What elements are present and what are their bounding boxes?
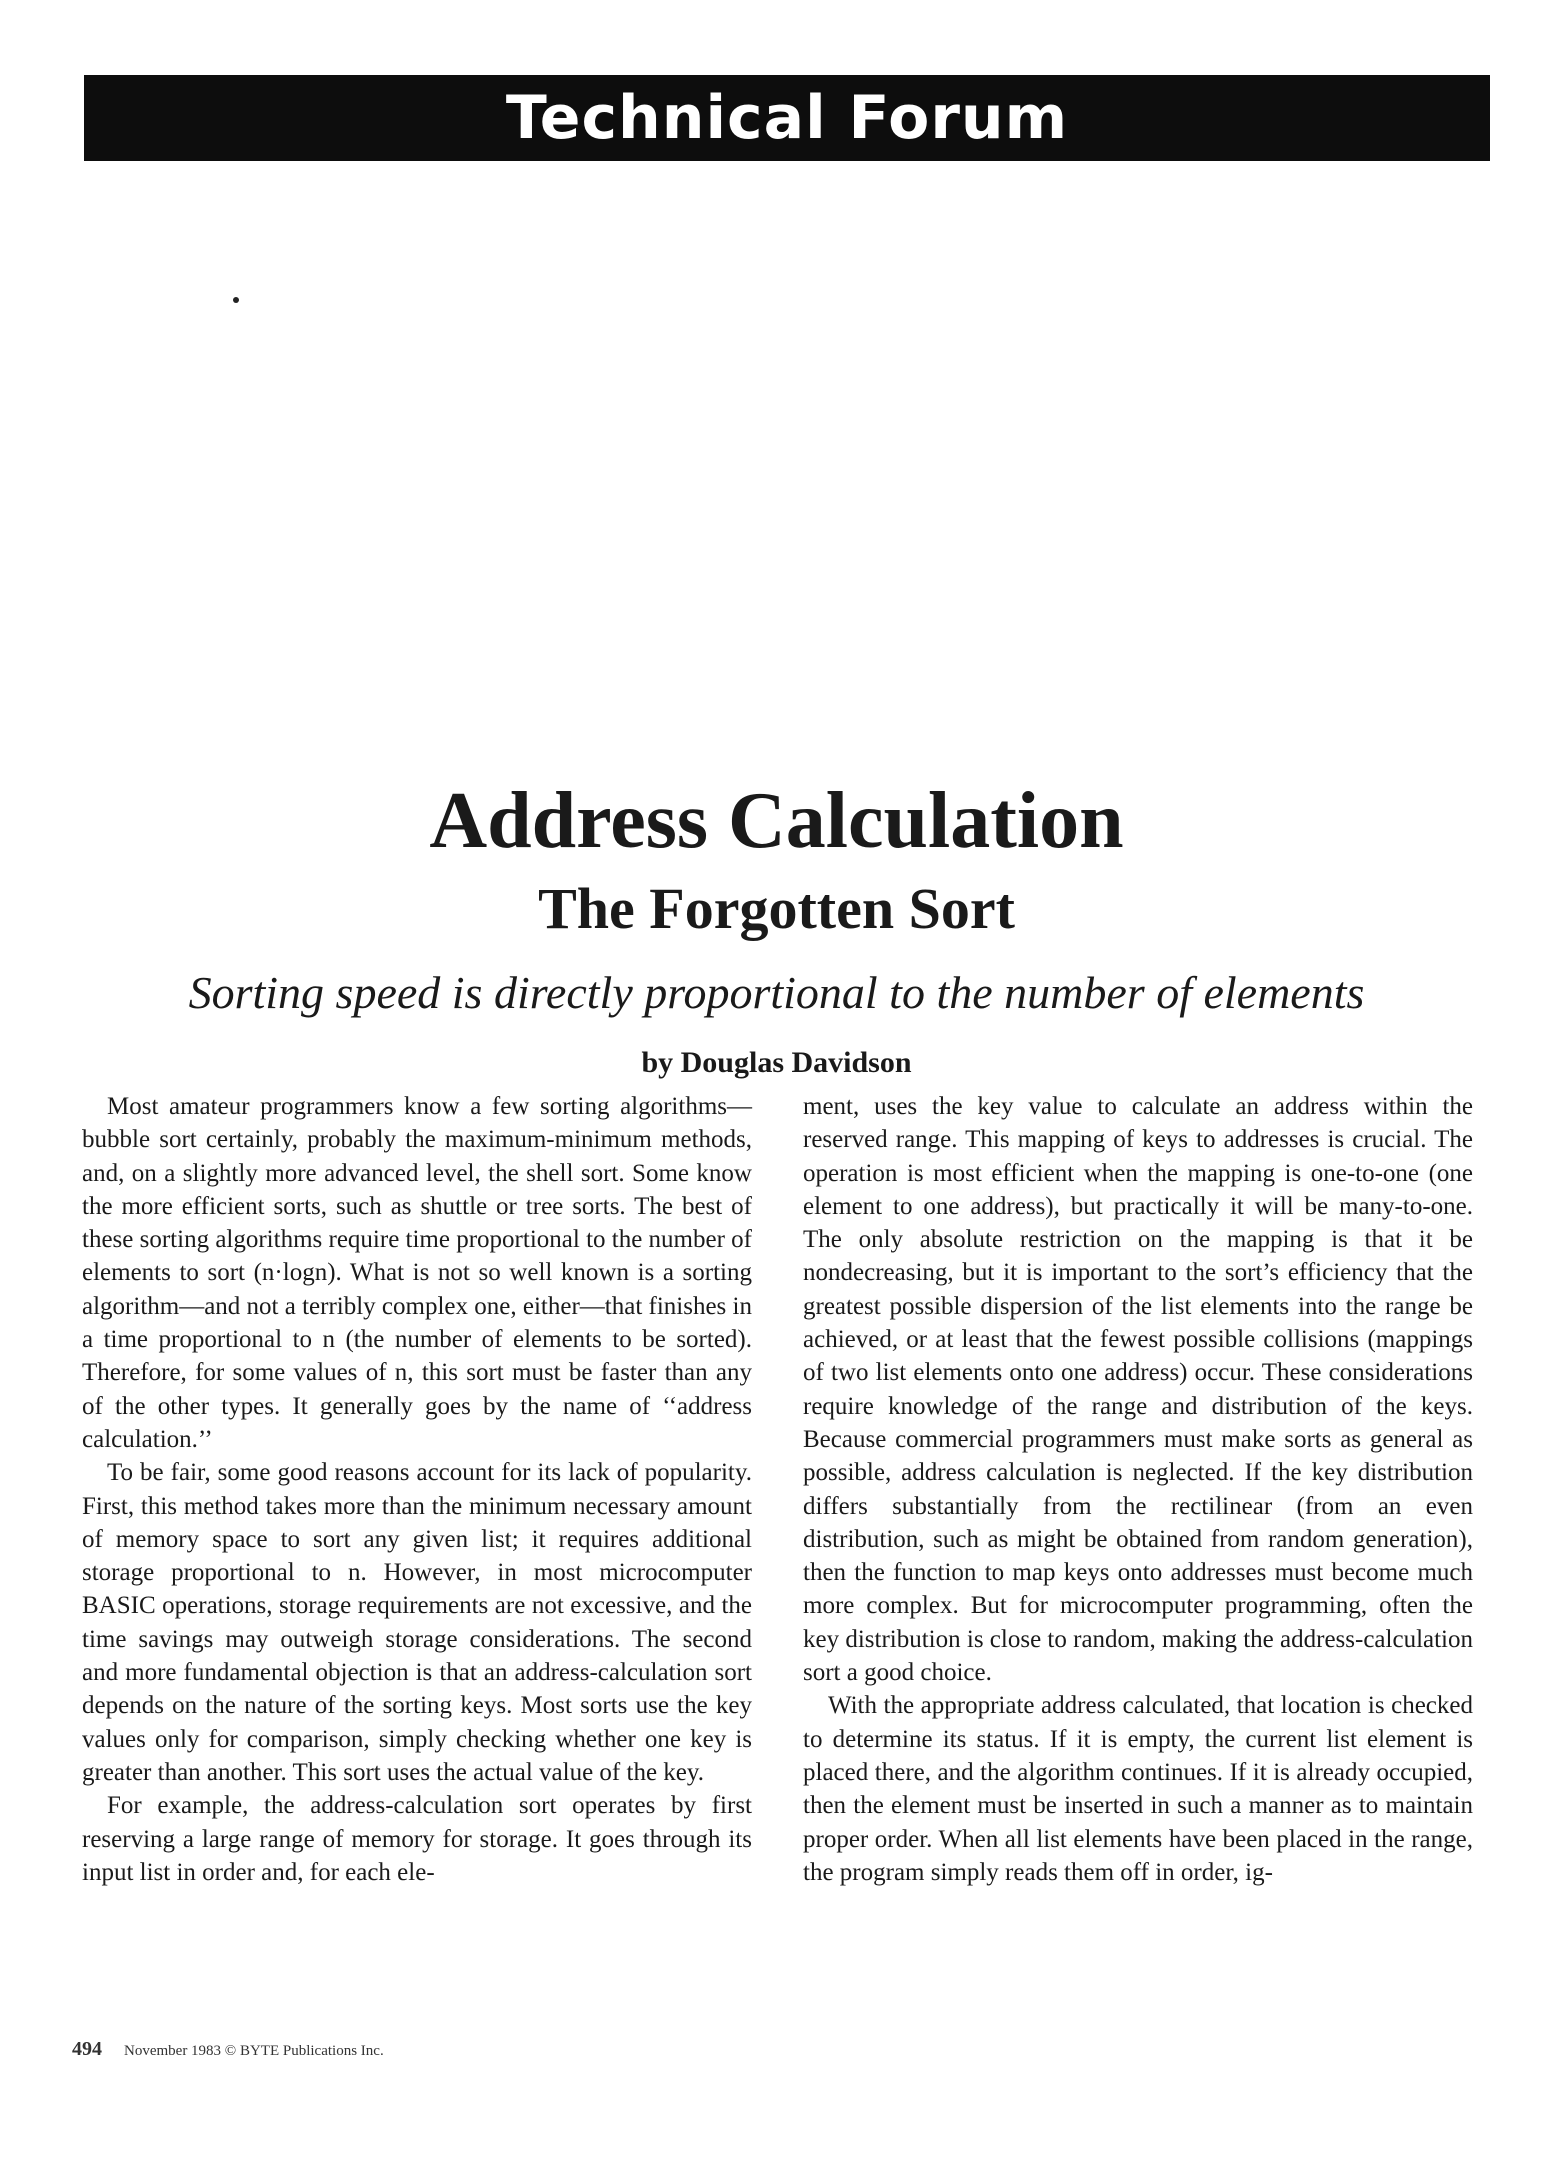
section-banner (84, 75, 1490, 161)
paragraph: With the appropriate address calculated, that location is checked to determine its status. If it is empty, the current list element is placed there, and the algorithm continues. If it is already occupied, then the element must be inserted in such a manner as to maintain proper order. When all list elements have been placed in the range, the program simply reads them off in order, ig- (803, 1692, 1473, 1886)
paragraph: For example, the address-calculation sort operates by first reserving a large range of memory for storage. It goes through its input list in order and, for each ele- (82, 1792, 752, 1886)
article-byline: by Douglas Davidson (641, 1046, 912, 1079)
paragraph: ment, uses the key value to calculate an address within the reserved range. This mapping of keys to addresses is crucial. The operation is most efficient when the mapping is one-to-one (one element to one address), but practically it will be many-to-one. The only absolute restriction on the mapping is that it be nondecreasing, but it is important to the sort’s efficiency that the greatest possible dispersion of the list elements into the range be achieved, or at least that the fewest possible collisions (mappings of two list elements onto one address) occur. These considerations require knowledge of the range and distribution of the keys. Because commercial programmers must make sorts as general as possible, address calculation is neglected. If the key distribution differs substantially from the rectilinear (from an even distribution, such as might be obtained from random generation), then the function to map keys onto addresses must become much more complex. But for microcomputer programming, often the key distribution is close to random, making the address-calculation sort a good choice. (803, 1093, 1473, 1687)
section-title: Technical Forum (505, 83, 1069, 153)
article-body (0, 1090, 1553, 2030)
left-column (82, 1090, 752, 1889)
page-number: 494 (72, 2038, 102, 2060)
article-title: Address Calculation (429, 777, 1124, 865)
paragraph: Most amateur programmers know a few sorting algorithms—bubble sort certainly, probably the maximum-minimum methods, and, on a slightly more advanced level, the shell sort. Some know the more efficient sorts, such as shuttle or tree sorts. The best of these sorting algorithms require time proportional to the number of elements to sort (n·logn). What is not so well known is a sorting algorithm—and not a terribly complex one, either—that finishes in a time proportional to n (the number of elements to be sorted). Therefore, for some values of n, this sort must be faster than any of the other types. It generally goes by the name of ‘‘address calculation.’’ (82, 1093, 752, 1453)
article-subtitle: The Forgotten Sort (538, 876, 1015, 941)
publication-credit: November 1983 © BYTE Publications Inc. (124, 2043, 384, 2059)
article-deck: Sorting speed is directly proportional to the number of elements (188, 967, 1365, 1018)
paragraph: To be fair, some good reasons account for its lack of popularity. First, this method takes more than the minimum necessary amount of memory space to sort any given list; it requires additional storage proportional to n. However, in most microcomputer BASIC operations, storage requirements are not excessive, and the time savings may outweigh storage considerations. The second and more fundamental objection is that an address-calculation sort depends on the nature of the sorting keys. Most sorts use the key values only for comparison, simply checking whether one key is greater than another. This sort uses the actual value of the key. (82, 1459, 752, 1786)
page-footer (72, 2038, 384, 2061)
print-speck (233, 297, 239, 303)
right-column (803, 1090, 1473, 1889)
